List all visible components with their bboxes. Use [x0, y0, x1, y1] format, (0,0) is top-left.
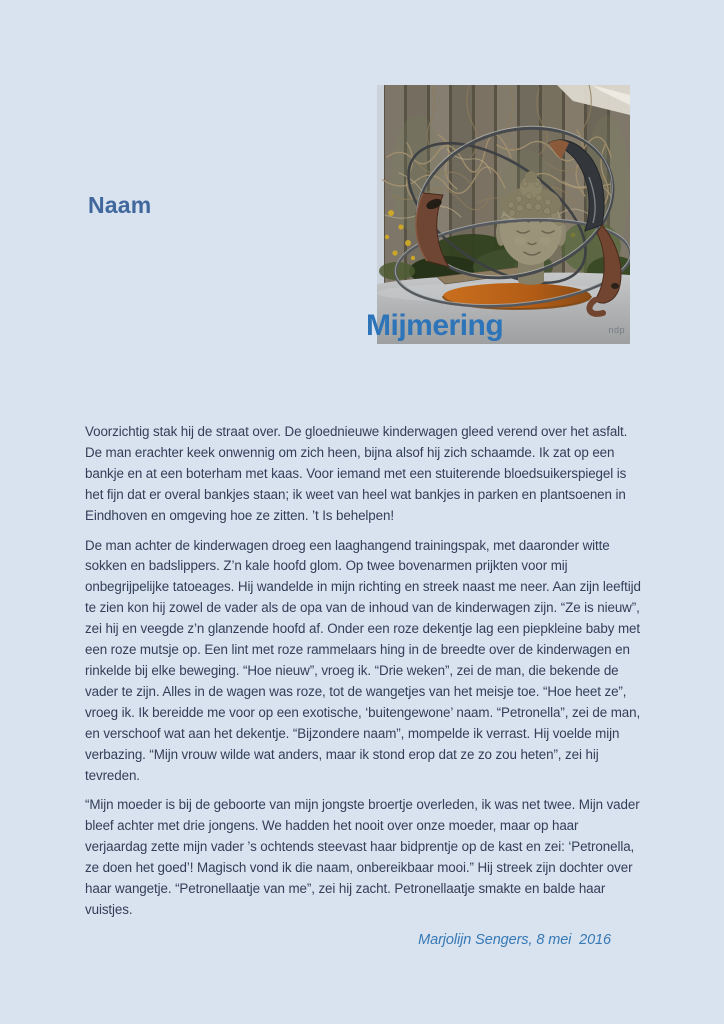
photo-watermark: ndp [608, 325, 625, 335]
page-title: Mijmering [366, 309, 504, 342]
paragraph-2: De man achter de kinderwagen droeg een laaghangend trainingspak, met daaronder witte sokken en badslippers. Z’n kale hoofd glom. Op twee bovenarmen prijkten voor mij onbegrijpelijke tatoeages. Hij wandelde in mijn richting en streek naast me neer. Aan zijn leeftijd te zien kon hij zowel de vader als de opa van de inhoud van de kinderwagen zijn. “Ze is nieuw”, zei hij en veegde z’n glanzende hoofd af. Onder een roze dekentje lag een piepkleine baby met een roze mutsje op. Een lint met roze rammelaars hing in de breedte over de kinderwagen en rinkelde bij elke beweging. “Hoe nieuw”, vroeg ik. “Drie weken”, zei de man, die bekende de vader te zijn. Alles in de wagen was roze, tot de wangetjes van het meisje toe. “Hoe heet ze”, vroeg ik. Ik bereidde me voor op een exotische, ‘buitengewone’ naam. “Petronella”, zei de man, en verschoof wat aan het dekentje. “Bijzondere naam”, mompelde ik verrast. Hij voelde mijn verbazing. “Mijn vrouw wilde wat anders, maar ik stond erop dat ze zo zou heten”, zei hij tevreden. [85, 537, 641, 783]
author-signature: Marjolijn Sengers, 8 mei 2016 [418, 931, 611, 948]
paragraph-3: “Mijn moeder is bij de geboorte van mijn jongste broertje overleden, ik was net twee. Mijn vader bleef achter met drie jongens. We hadden het nooit over onze moeder, maar op haar verjaardag zette mijn vader ’s ochtends steevast haar bidprentje op de kast en zei: ‘Petronella, ze doen het goed’! Magisch vond ik die naam, onbereikbaar mooi.” Hij streek zijn dochter over haar wangetje. “Petronellaatje van me”, zei hij zacht. Petronellaatje smakte en balde haar vuistjes. [85, 797, 640, 917]
article-body [85, 422, 643, 960]
name-heading: Naam [88, 192, 152, 218]
buddha-sculpture-photo [377, 85, 630, 344]
paragraph-1: Voorzichtig stak hij de straat over. De gloednieuwe kinderwagen gleed verend over het asfalt. De man erachter keek onwennig om zich heen, bijna alsof hij zich schaamde. Ik zat op een bankje en at een boterham met kaas. Voor iemand met een stuiterende bloedsuikerspiegel is het fijn dat er overal bankjes staan; ik weet van heel wat bankjes in parken en plantsoenen in Eindhoven en omgeving hoe ze zitten. ’t Is behelpen! [85, 424, 628, 523]
buddha-sculpture-illustration [377, 85, 630, 344]
